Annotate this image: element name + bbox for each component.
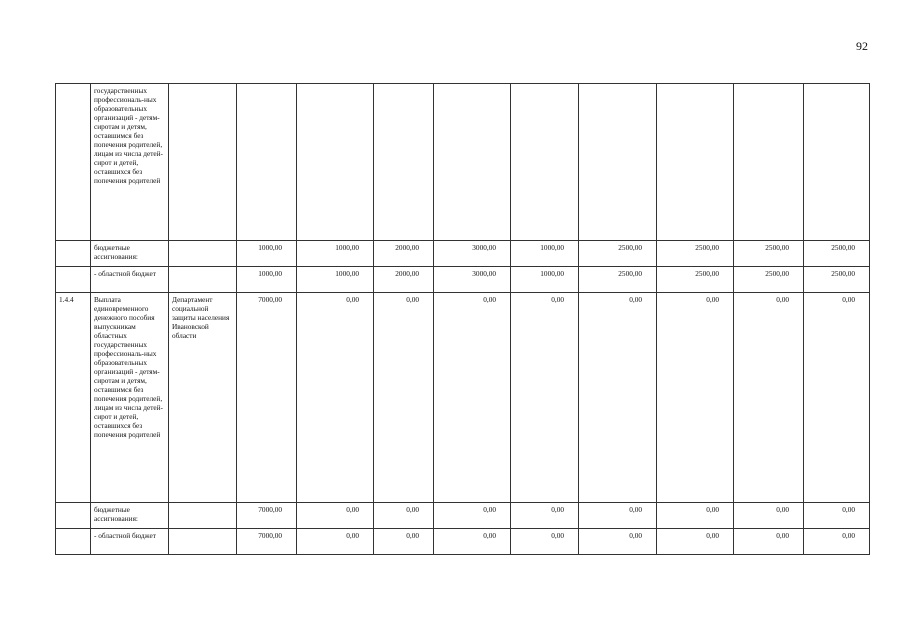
row-description: бюджетные ассигнования: bbox=[91, 241, 169, 267]
value-cell: 1000,00 bbox=[237, 267, 297, 293]
row-code bbox=[56, 241, 91, 267]
value-cell: 2500,00 bbox=[579, 241, 657, 267]
value-cell: 0,00 bbox=[657, 529, 734, 555]
table-row bbox=[56, 503, 870, 529]
value-cell: 2500,00 bbox=[734, 267, 804, 293]
value-cell: 3000,00 bbox=[434, 267, 511, 293]
row-description: - областной бюджет bbox=[91, 267, 169, 293]
value-cell: 0,00 bbox=[511, 529, 579, 555]
value-cell: 0,00 bbox=[657, 503, 734, 529]
value-cell: 0,00 bbox=[804, 503, 870, 529]
row-executor bbox=[169, 529, 237, 555]
value-cell: 2500,00 bbox=[579, 267, 657, 293]
row-code bbox=[56, 503, 91, 529]
value-cell: 3000,00 bbox=[434, 241, 511, 267]
value-cell: 0,00 bbox=[297, 293, 374, 503]
value-cell: 2000,00 bbox=[374, 267, 434, 293]
value-cell: 0,00 bbox=[434, 293, 511, 503]
value-cell: 2500,00 bbox=[657, 241, 734, 267]
value-cell: 1000,00 bbox=[297, 241, 374, 267]
value-cell: 0,00 bbox=[511, 503, 579, 529]
value-cell: 1000,00 bbox=[511, 267, 579, 293]
table-body bbox=[56, 84, 870, 555]
budget-table bbox=[55, 83, 870, 555]
value-cell: 7000,00 bbox=[237, 293, 297, 503]
value-cell: 1000,00 bbox=[297, 267, 374, 293]
table-row bbox=[56, 241, 870, 267]
value-cell: 1000,00 bbox=[511, 241, 579, 267]
value-cell bbox=[434, 84, 511, 241]
table-row bbox=[56, 293, 870, 503]
value-cell: 0,00 bbox=[434, 503, 511, 529]
row-executor bbox=[169, 84, 237, 241]
value-cell: 0,00 bbox=[734, 529, 804, 555]
row-code bbox=[56, 529, 91, 555]
row-description: бюджетные ассигнования: bbox=[91, 503, 169, 529]
value-cell bbox=[734, 84, 804, 241]
table-row bbox=[56, 529, 870, 555]
value-cell: 7000,00 bbox=[237, 503, 297, 529]
value-cell bbox=[237, 84, 297, 241]
value-cell: 0,00 bbox=[734, 293, 804, 503]
value-cell bbox=[297, 84, 374, 241]
value-cell: 0,00 bbox=[297, 529, 374, 555]
row-executor bbox=[169, 503, 237, 529]
value-cell: 0,00 bbox=[511, 293, 579, 503]
value-cell bbox=[374, 84, 434, 241]
value-cell: 7000,00 bbox=[237, 529, 297, 555]
value-cell: 0,00 bbox=[434, 529, 511, 555]
row-description: - областной бюджет bbox=[91, 529, 169, 555]
row-executor bbox=[169, 267, 237, 293]
value-cell bbox=[511, 84, 579, 241]
value-cell: 0,00 bbox=[579, 293, 657, 503]
value-cell: 0,00 bbox=[657, 293, 734, 503]
row-description: государственных профессиональ-ных образовательных организаций - детям-сиротам и детям, оставшимся без попечения родителей, лицам из числа детей-сирот и детей, оставшихся без попечения родителей bbox=[91, 84, 169, 241]
value-cell: 1000,00 bbox=[237, 241, 297, 267]
value-cell: 0,00 bbox=[374, 529, 434, 555]
value-cell: 0,00 bbox=[579, 529, 657, 555]
row-code: 1.4.4 bbox=[56, 293, 91, 503]
value-cell: 0,00 bbox=[297, 503, 374, 529]
row-executor bbox=[169, 241, 237, 267]
value-cell bbox=[657, 84, 734, 241]
value-cell bbox=[579, 84, 657, 241]
value-cell bbox=[804, 84, 870, 241]
row-executor: Департамент социальной защиты населения Ивановской области bbox=[169, 293, 237, 503]
value-cell: 0,00 bbox=[579, 503, 657, 529]
value-cell: 0,00 bbox=[804, 293, 870, 503]
value-cell: 2500,00 bbox=[657, 267, 734, 293]
value-cell: 2500,00 bbox=[734, 241, 804, 267]
value-cell: 2500,00 bbox=[804, 267, 870, 293]
value-cell: 0,00 bbox=[374, 503, 434, 529]
value-cell: 0,00 bbox=[374, 293, 434, 503]
value-cell: 2500,00 bbox=[804, 241, 870, 267]
value-cell: 0,00 bbox=[734, 503, 804, 529]
table-row bbox=[56, 84, 870, 241]
value-cell: 0,00 bbox=[804, 529, 870, 555]
row-description: Выплата единовременного денежного пособия выпускникам областных государственных профессиональ-ных образовательных организаций - детям-сиротам и детям, оставшимся без попечения родителей, лицам из числа детей-сирот и детей, оставшихся без попечения родителей bbox=[91, 293, 169, 503]
row-code bbox=[56, 267, 91, 293]
value-cell: 2000,00 bbox=[374, 241, 434, 267]
row-code bbox=[56, 84, 91, 241]
table-row bbox=[56, 267, 870, 293]
page-number: 92 bbox=[856, 39, 868, 53]
